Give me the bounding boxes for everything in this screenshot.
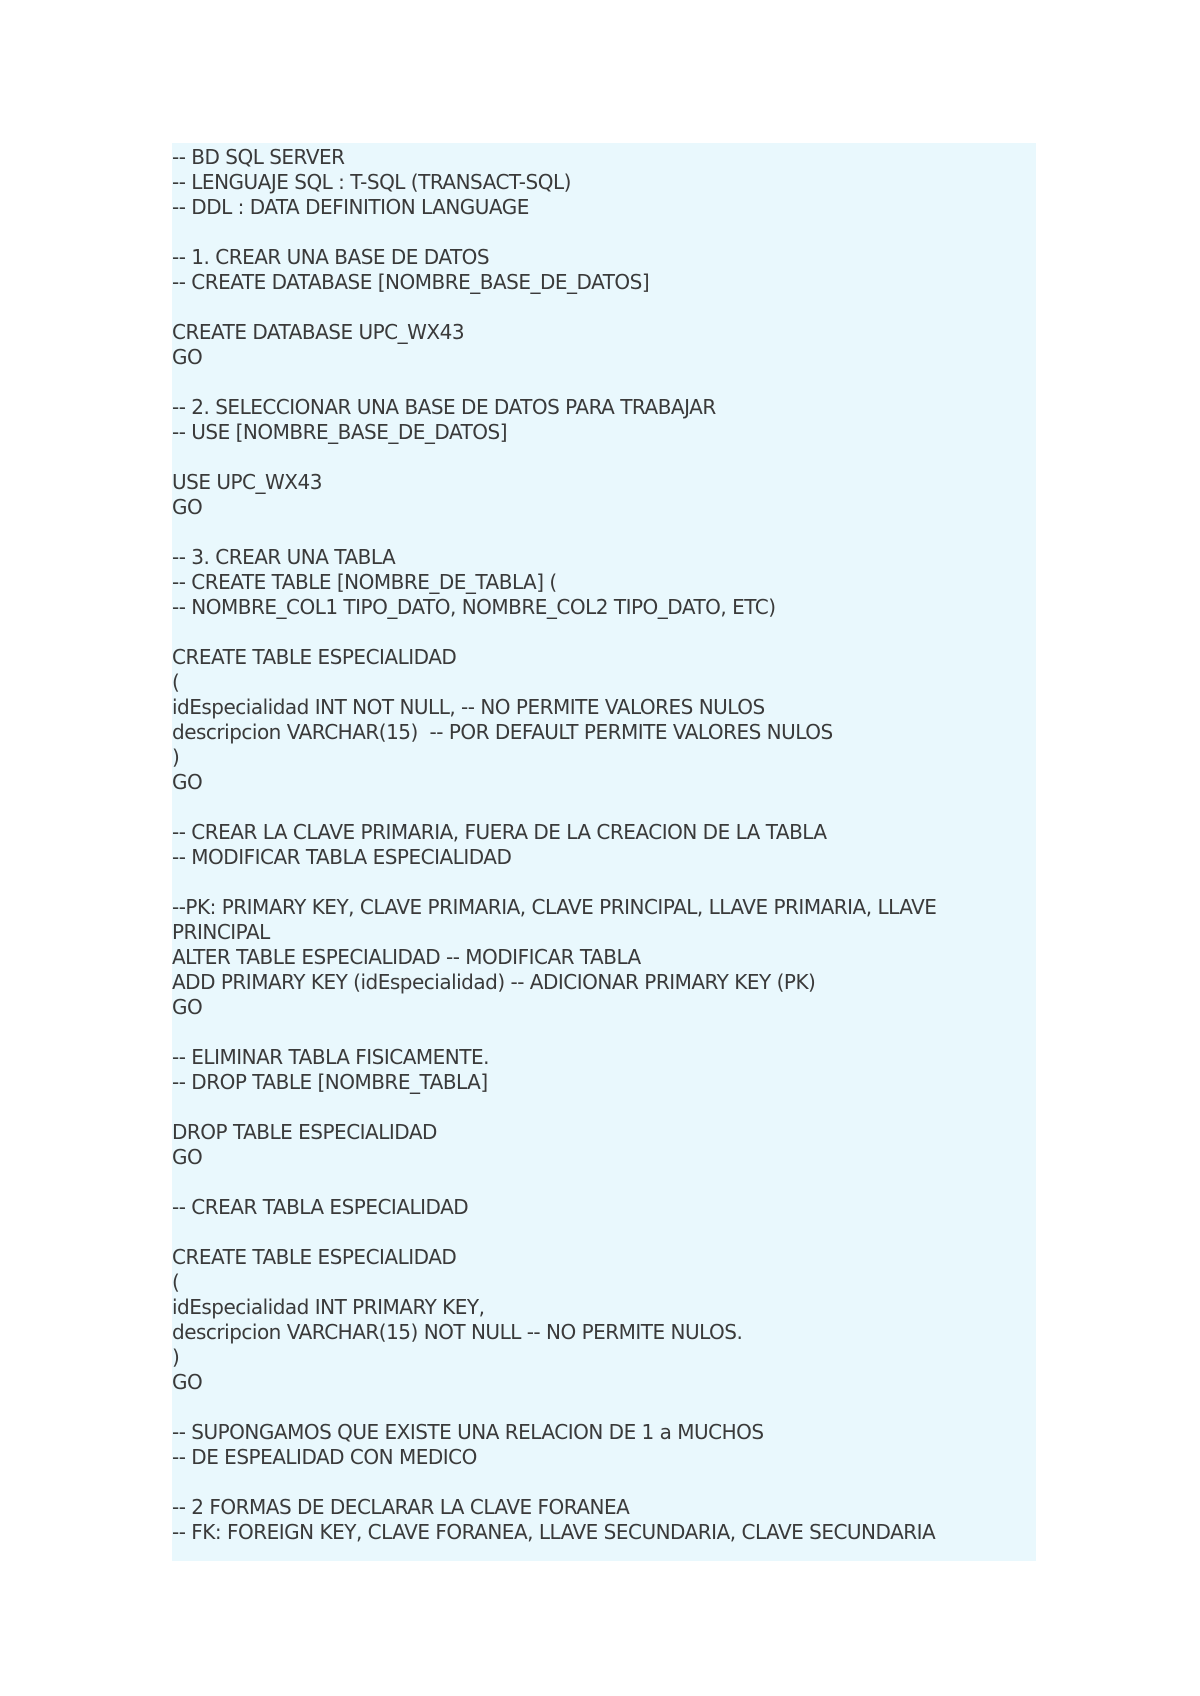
code-line: -- 2. SELECCIONAR UNA BASE DE DATOS PARA TRABAJAR xyxy=(172,395,716,419)
code-line: -- BD SQL SERVER xyxy=(172,145,345,169)
code-line xyxy=(172,520,1036,545)
code-line xyxy=(172,1470,1036,1495)
code-line: CREATE DATABASE UPC_WX43 xyxy=(172,320,465,344)
code-line: ( xyxy=(172,670,180,694)
code-line: -- USE [NOMBRE_BASE_DE_DATOS] xyxy=(172,420,508,444)
code-line: -- CREAR LA CLAVE PRIMARIA, FUERA DE LA CREACION DE LA TABLA xyxy=(172,820,827,844)
code-line: GO xyxy=(172,770,203,794)
code-line: -- FK: FOREIGN KEY, CLAVE FORANEA, LLAVE SECUNDARIA, CLAVE SECUNDARIA xyxy=(172,1520,936,1544)
code-line: GO xyxy=(172,1145,203,1169)
code-line: idEspecialidad INT PRIMARY KEY, xyxy=(172,1295,485,1319)
code-line: DROP TABLE ESPECIALIDAD xyxy=(172,1120,437,1144)
code-line xyxy=(172,795,1036,820)
code-line: CREATE TABLE ESPECIALIDAD xyxy=(172,1245,457,1269)
code-line xyxy=(172,620,1036,645)
code-line: GO xyxy=(172,345,203,369)
code-line xyxy=(172,295,1036,320)
code-line: PRINCIPAL xyxy=(172,920,270,944)
code-line: CREATE TABLE ESPECIALIDAD xyxy=(172,645,457,669)
code-line: descripcion VARCHAR(15) -- POR DEFAULT PERMITE VALORES NULOS xyxy=(172,720,833,744)
code-line: -- 1. CREAR UNA BASE DE DATOS xyxy=(172,245,490,269)
code-line: -- 2 FORMAS DE DECLARAR LA CLAVE FORANEA xyxy=(172,1495,630,1519)
code-line: GO xyxy=(172,495,203,519)
code-line: USE UPC_WX43 xyxy=(172,470,322,494)
code-line: -- DROP TABLE [NOMBRE_TABLA] xyxy=(172,1070,488,1094)
code-line xyxy=(172,1220,1036,1245)
code-line: -- CREATE TABLE [NOMBRE_DE_TABLA] ( xyxy=(172,570,557,594)
code-line xyxy=(172,870,1036,895)
code-line: ( xyxy=(172,1270,180,1294)
code-line: ALTER TABLE ESPECIALIDAD -- MODIFICAR TABLA xyxy=(172,945,641,969)
code-line: -- DDL : DATA DEFINITION LANGUAGE xyxy=(172,195,529,219)
code-line xyxy=(172,1170,1036,1195)
code-line: -- MODIFICAR TABLA ESPECIALIDAD xyxy=(172,845,512,869)
code-line xyxy=(172,1020,1036,1045)
code-line: idEspecialidad INT NOT NULL, -- NO PERMITE VALORES NULOS xyxy=(172,695,765,719)
code-line: -- CREATE DATABASE [NOMBRE_BASE_DE_DATOS] xyxy=(172,270,650,294)
code-line xyxy=(172,445,1036,470)
code-line: -- ELIMINAR TABLA FISICAMENTE. xyxy=(172,1045,489,1069)
code-line: ) xyxy=(172,745,180,769)
code-line: ADD PRIMARY KEY (idEspecialidad) -- ADICIONAR PRIMARY KEY (PK) xyxy=(172,970,816,994)
sql-code-block xyxy=(172,143,1036,1561)
code-line: -- LENGUAJE SQL : T-SQL (TRANSACT-SQL) xyxy=(172,170,571,194)
code-line xyxy=(172,370,1036,395)
code-line xyxy=(172,1095,1036,1120)
code-line: descripcion VARCHAR(15) NOT NULL -- NO PERMITE NULOS. xyxy=(172,1320,743,1344)
code-line: GO xyxy=(172,995,203,1019)
code-line xyxy=(172,1395,1036,1420)
code-line: -- DE ESPEALIDAD CON MEDICO xyxy=(172,1445,477,1469)
code-line xyxy=(172,220,1036,245)
code-line: -- 3. CREAR UNA TABLA xyxy=(172,545,396,569)
code-line: -- SUPONGAMOS QUE EXISTE UNA RELACION DE 1 a MUCHOS xyxy=(172,1420,764,1444)
code-line: ) xyxy=(172,1345,180,1369)
code-line: --PK: PRIMARY KEY, CLAVE PRIMARIA, CLAVE PRINCIPAL, LLAVE PRIMARIA, LLAVE xyxy=(172,895,937,919)
code-line: -- CREAR TABLA ESPECIALIDAD xyxy=(172,1195,469,1219)
code-line: -- NOMBRE_COL1 TIPO_DATO, NOMBRE_COL2 TIPO_DATO, ETC) xyxy=(172,595,776,619)
code-line: GO xyxy=(172,1370,203,1394)
